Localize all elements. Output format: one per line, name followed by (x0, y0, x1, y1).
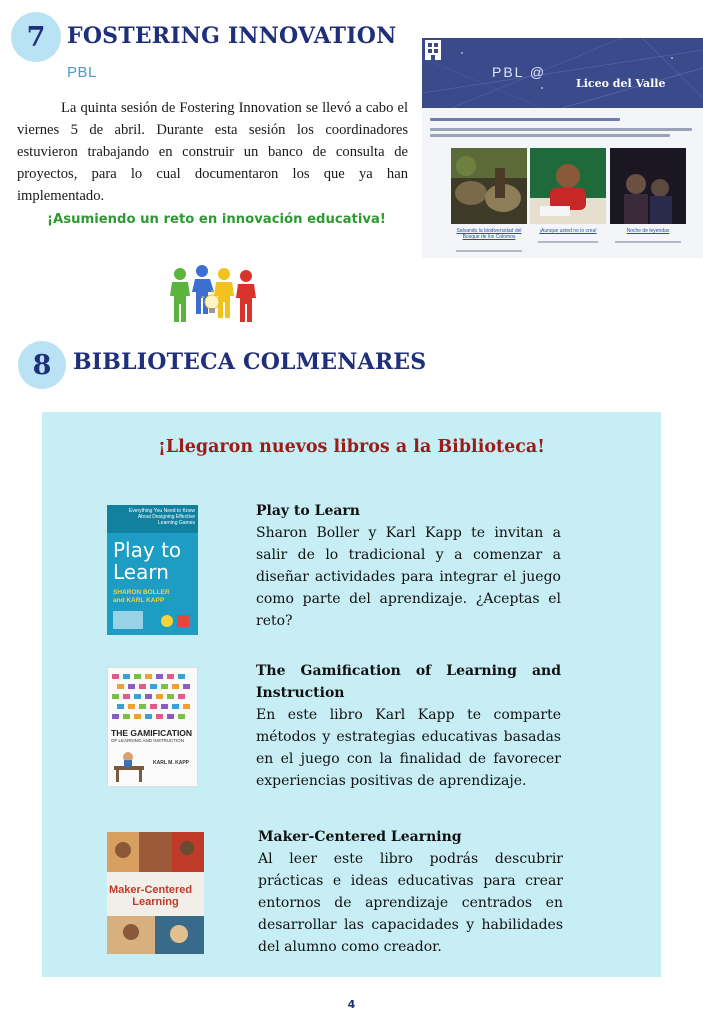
collaboration-figures-icon (162, 262, 260, 326)
website-caption[interactable]: Noche de leyendas (626, 228, 670, 234)
website-banner (422, 38, 703, 108)
section-number-badge: 8 (18, 341, 66, 389)
website-photo-student (530, 148, 606, 224)
cover-pixel-pattern-icon (110, 672, 196, 722)
library-banner: ¡Llegaron nuevos libros a la Biblioteca! (158, 437, 545, 457)
book-description: Sharon Boller y Karl Kapp te invitan a salir de lo tradicional y a comenzar a diseñar actividades para integrar el juego como parte del aprendizaje. ¿Aceptas el reto? (256, 525, 561, 629)
cover-game-board-icon (107, 607, 198, 635)
website-text-line (430, 128, 692, 131)
book-description: En este libro Karl Kapp te comparte métodos y estrategias educativas basadas en el juego con la finalidad de favorecer experiencias positivas de aprendizaje. (256, 707, 561, 789)
website-logo-text: Liceo del Valle (576, 77, 666, 90)
section-title: BIBLIOTECA COLMENARES (73, 349, 427, 375)
cover-photo-bottom (107, 916, 204, 954)
book-title: Play to Learn (256, 503, 360, 519)
section-body-text: La quinta sesión de Fostering Innovation se llevó a cabo el viernes 5 de abril. Durante esta sesión los coordinadores estuvieron trabajando en construir un banco de consulta de proyectos, para lo cual documentaron los que ya han implementado. (17, 100, 408, 204)
website-text-line (538, 241, 598, 243)
section-number-badge: 7 (11, 12, 61, 62)
website-text-line (430, 118, 620, 121)
cover-title: THE GAMIFICATION (111, 728, 193, 738)
school-crest-icon (422, 38, 444, 62)
section-title: FOSTERING INNOVATION (67, 23, 397, 49)
cover-tagline: Everything You Need to Know About Designing Effective Learning Games (128, 508, 195, 526)
website-text-line (430, 134, 670, 137)
book-cover-play-to-learn (107, 505, 198, 635)
website-screenshot (422, 38, 703, 258)
website-caption[interactable]: Salvando la biodiversidad del Bosque de los Colomos (456, 228, 522, 240)
library-panel (42, 412, 661, 977)
book-description: Al leer este libro podrás descubrir prácticas e ideas educativas para crear entornos de aprendizaje centrados en desarrollar las capacidades y habilidades del alumno como creador. (258, 851, 563, 955)
book-title: Maker-Centered Learning (258, 829, 462, 845)
banner-texture (422, 38, 703, 108)
page-number: 4 (347, 998, 356, 1011)
website-caption[interactable]: ¡Aunque usted no lo crea! (539, 228, 597, 234)
book-cover-maker-centered (107, 832, 204, 954)
website-banner-label: PBL @ (492, 64, 547, 80)
cover-subtitle: OF LEARNING AND INSTRUCTION (111, 738, 185, 743)
cover-title: Play to (113, 538, 182, 562)
website-photo-night (610, 148, 686, 224)
website-photo-forest (451, 148, 527, 224)
cover-authors: SHARON BOLLER (113, 589, 170, 596)
tagline: ¡Asumiendo un reto en innovación educativa! (47, 212, 386, 227)
cover-desk-illustration-icon (112, 750, 152, 784)
cover-photo-top (107, 832, 204, 872)
website-text-line (615, 241, 681, 243)
cover-title: Maker-Centered (109, 884, 193, 896)
book-cover-gamification (107, 667, 198, 787)
cover-title: Learn (113, 560, 169, 584)
cover-author: KARL M. KAPP (153, 760, 190, 766)
cover-authors: and KARL KAPP (113, 597, 165, 604)
website-text-line (456, 250, 522, 252)
book-title: The Gamification of Learning and Instruction (256, 663, 561, 701)
section-subtitle: PBL (67, 64, 97, 81)
cover-title: Learning (132, 896, 179, 908)
